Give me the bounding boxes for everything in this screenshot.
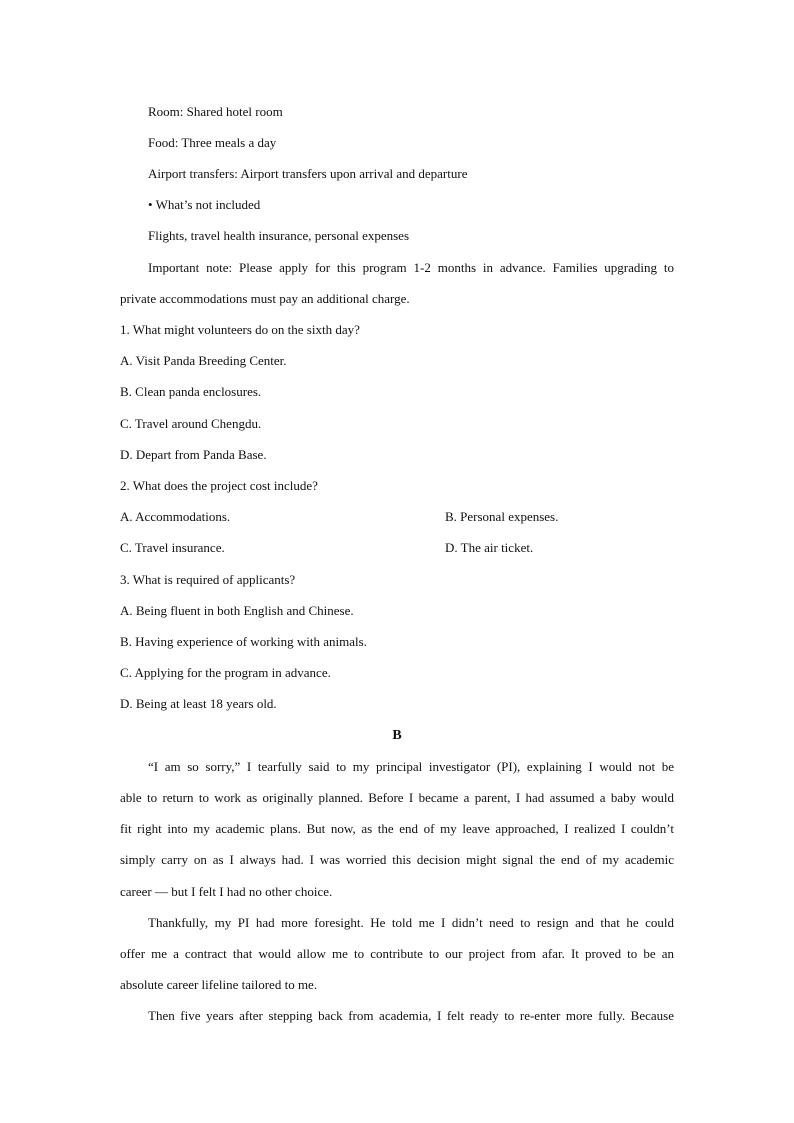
passage-para3-line1: Then five years after stepping back from academia, I felt ready to re-enter more fully. Because: [148, 1008, 674, 1023]
question-3-option-c: C. Applying for the program in advance.: [120, 665, 331, 680]
question-1-option-a: A. Visit Panda Breeding Center.: [120, 353, 287, 368]
important-note-line2: private accommodations must pay an additional charge.: [120, 291, 410, 306]
important-note-line1: Important note: Please apply for this program 1-2 months in advance. Families upgrading to: [148, 260, 674, 275]
food-info: Food: Three meals a day: [148, 135, 277, 150]
question-3-option-a: A. Being fluent in both English and Chinese.: [120, 603, 354, 618]
question-1-option-c: C. Travel around Chengdu.: [120, 416, 262, 431]
question-1-stem: 1. What might volunteers do on the sixth day?: [120, 322, 360, 337]
airport-info: Airport transfers: Airport transfers upon arrival and departure: [148, 166, 468, 181]
question-1-option-d: D. Depart from Panda Base.: [120, 447, 267, 462]
question-2-option-c: C. Travel insurance.: [120, 540, 225, 555]
passage-para1-line3: fit right into my academic plans. But now, as the end of my leave approached, I realized I couldn’t: [120, 821, 674, 836]
question-2-stem: 2. What does the project cost include?: [120, 478, 318, 493]
question-2-option-d: D. The air ticket.: [445, 540, 534, 555]
question-2-option-b: B. Personal expenses.: [445, 509, 559, 524]
passage-para1-line5: career — but I felt I had no other choice.: [120, 884, 333, 899]
question-1-option-b: B. Clean panda enclosures.: [120, 384, 262, 399]
passage-para1-line4: simply carry on as I always had. I was worried this decision might signal the end of my academic: [120, 852, 674, 867]
section-b-title: B: [392, 728, 402, 743]
passage-para2-line2: offer me a contract that would allow me to contribute to our project from afar. It proved to be an: [120, 946, 674, 961]
passage-para2-line3: absolute career lifeline tailored to me.: [120, 977, 318, 992]
question-3-option-d: D. Being at least 18 years old.: [120, 696, 277, 711]
question-2-option-a: A. Accommodations.: [120, 509, 231, 524]
room-info: Room: Shared hotel room: [148, 104, 283, 119]
not-included-heading: • What’s not included: [148, 197, 261, 212]
not-included-list: Flights, travel health insurance, personal expenses: [148, 228, 410, 243]
question-3-option-b: B. Having experience of working with animals.: [120, 634, 367, 649]
passage-para1-line1: “I am so sorry,” I tearfully said to my principal investigator (PI), explaining I would not be: [148, 759, 674, 774]
passage-para2-line1: Thankfully, my PI had more foresight. He told me I didn’t need to resign and that he could: [148, 915, 674, 930]
passage-para1-line2: able to return to work as originally planned. Before I became a parent, I had assumed a baby would: [120, 790, 674, 805]
question-3-stem: 3. What is required of applicants?: [120, 572, 296, 587]
